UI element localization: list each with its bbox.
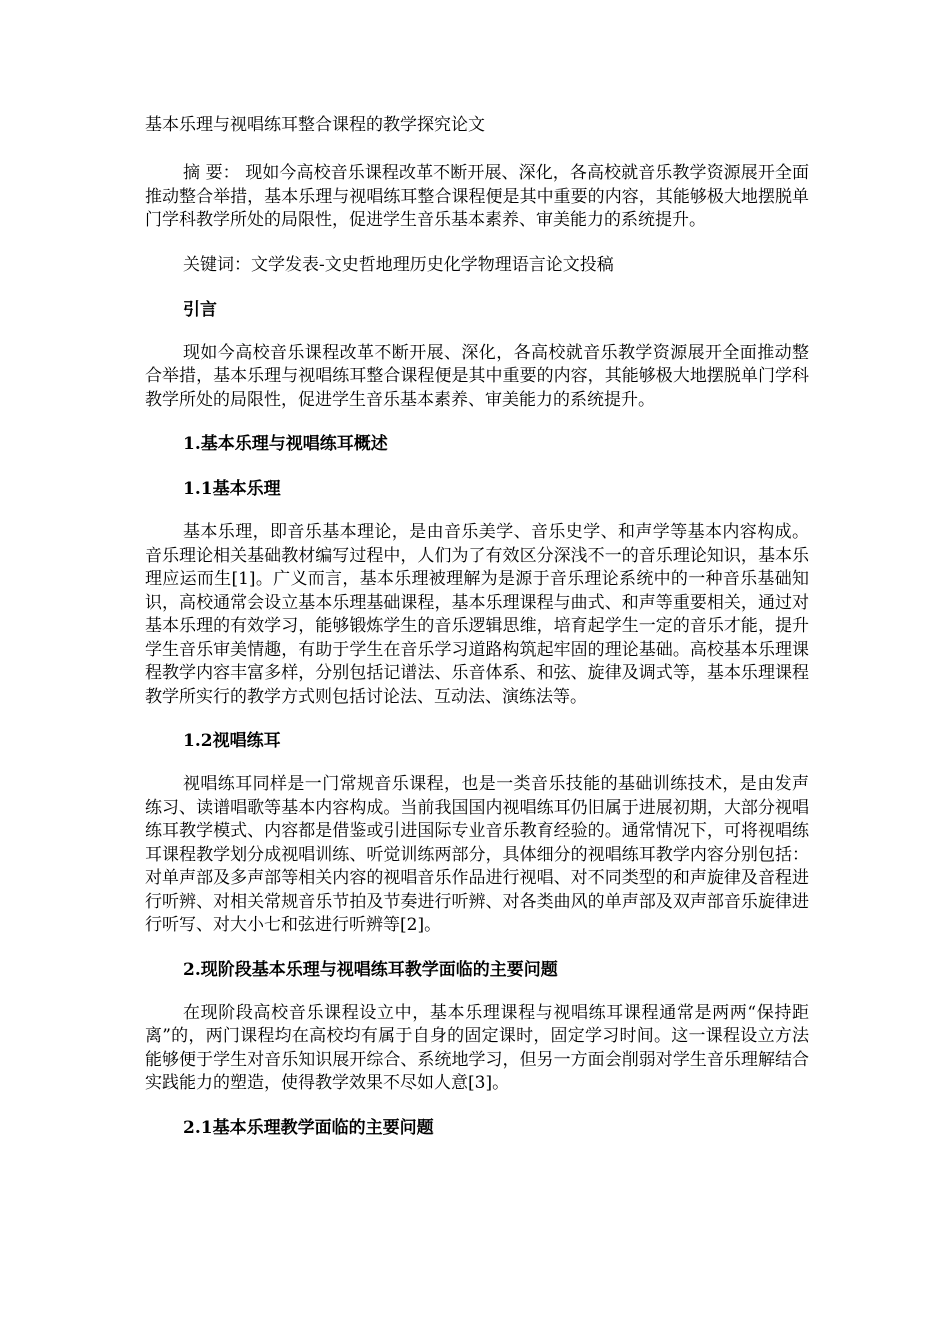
section-2-paragraph: 在现阶段高校音乐课程设立中，基本乐理课程与视唱练耳课程通常是两两“保持距离”的，两门课程均在高校均有属于自身的固定课时，固定学习时间。这一课程设立方法能够便于学生对音乐知识展开综合、系统地学习，但另一方面会削弱对学生音乐理解结合实践能力的塑造，使得教学效果不尽如人意[3]。 — [145, 1002, 809, 1093]
section-2-1-heading: 2.1基本乐理教学面临的主要问题 — [183, 1117, 434, 1138]
section-1-2-paragraph: 视唱练耳同样是一门常规音乐课程，也是一类音乐技能的基础训练技术，是由发声练习、读谱唱歌等基本内容构成。当前我国国内视唱练耳仍旧属于进展初期，大部分视唱练耳教学模式、内容都是借鉴或引进国际专业音乐教育经验的。通常情况下，可将视唱练耳课程教学划分成视唱训练、听觉训练两部分，具体细分的视唱练耳教学内容分别包括：对单声部及多声部等相关内容的视唱音乐作品进行视唱、对不同类型的和声旋律及音程进行听辨、对相关常规音乐节拍及节奏进行听辨、对各类曲风的单声部及双声部音乐旋律进行听写、对大小七和弦进行听辨等[2]。 — [145, 774, 809, 935]
keywords-line: 关键词：文学发表-文史哲地理历史化学物理语言论文投稿 — [183, 254, 614, 275]
section-2-heading: 2.现阶段基本乐理与视唱练耳教学面临的主要问题 — [183, 959, 558, 980]
section-1-heading: 1.基本乐理与视唱练耳概述 — [183, 434, 388, 454]
abstract-paragraph: 摘 要： 现如今高校音乐课程改革不断开展、深化，各高校就音乐教学资源展开全面推动整合举措，基本乐理与视唱练耳整合课程便是其中重要的内容，其能够极大地摆脱单门学科教学所处的局限性，促进学生音乐基本素养、审美能力的系统提升。 — [145, 163, 809, 230]
intro-heading: 引言 — [183, 299, 217, 320]
section-1-1-paragraph: 基本乐理，即音乐基本理论，是由音乐美学、音乐史学、和声学等基本内容构成。音乐理论相关基础教材编写过程中，人们为了有效区分深浅不一的音乐理论知识，基本乐理应运而生[1]。广义而言，基本乐理被理解为是源于音乐理论系统中的一种音乐基础知识，高校通常会设立基本乐理基础课程，基本乐理课程与曲式、和声等重要相关，通过对基本乐理的有效学习，能够锻炼学生的音乐逻辑思维，培育起学生一定的音乐才能，提升学生音乐审美情趣，有助于学生在音乐学习道路构筑起牢固的理论基础。高校基本乐理课程教学内容丰富多样，分别包括记谱法、乐音体系、和弦、旋律及调式等，基本乐理课程教学所实行的教学方式则包括讨论法、互动法、演练法等。 — [145, 522, 809, 707]
section-1-2-heading: 1.2视唱练耳 — [183, 731, 281, 751]
document-page — [145, 112, 809, 1160]
section-1-1-heading: 1.1基本乐理 — [183, 479, 281, 499]
document-title: 基本乐理与视唱练耳整合课程的教学探究论文 — [145, 115, 485, 135]
intro-paragraph: 现如今高校音乐课程改革不断开展、深化，各高校就音乐教学资源展开全面推动整合举措，基本乐理与视唱练耳整合课程便是其中重要的内容，其能够极大地摆脱单门学科教学所处的局限性，促进学生音乐基本素养、审美能力的系统提升。 — [145, 342, 809, 410]
